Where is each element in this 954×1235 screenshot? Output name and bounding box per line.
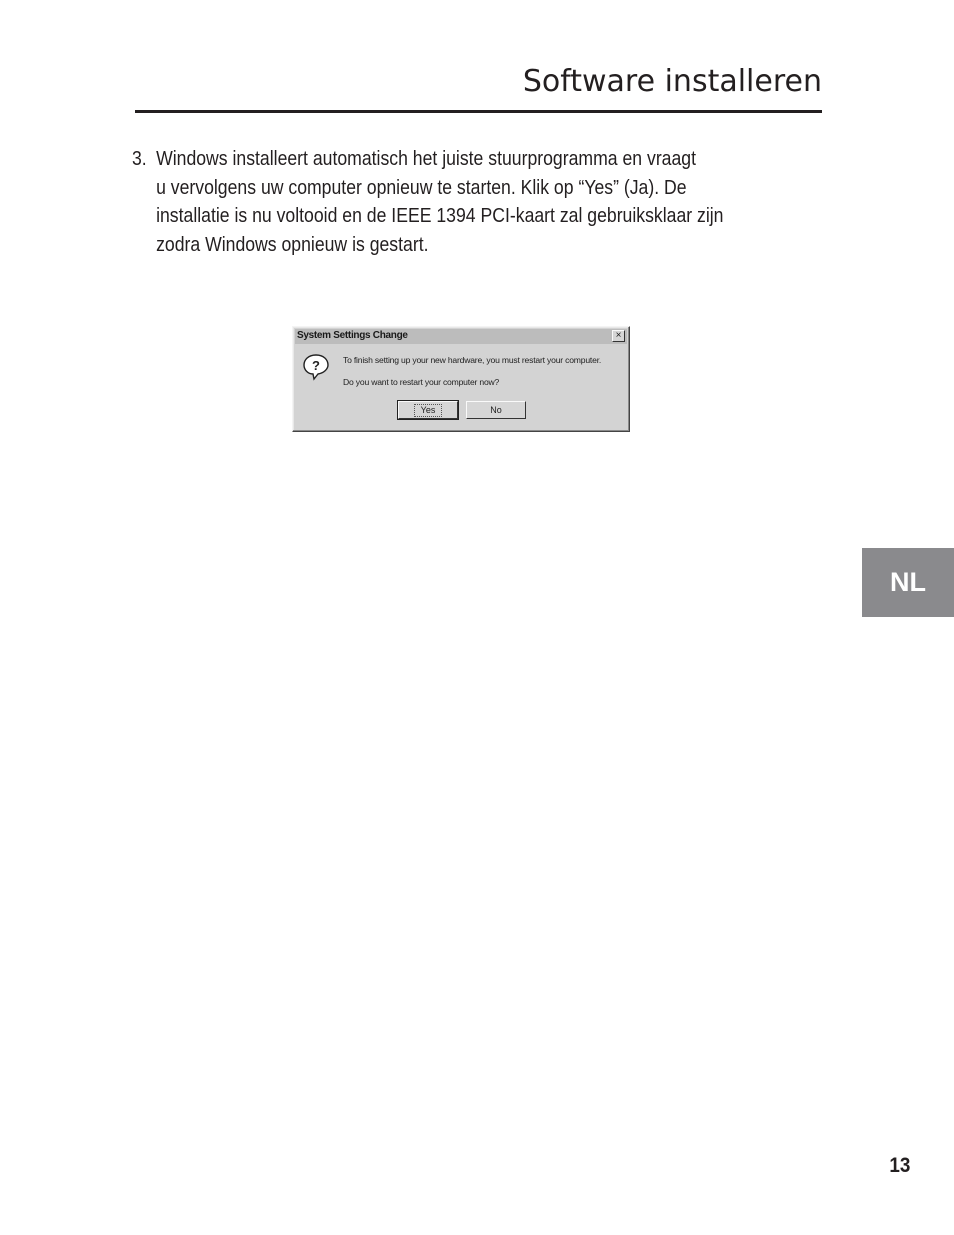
title-rule <box>135 110 822 113</box>
language-tab: NL <box>862 548 954 617</box>
page-title: Software installeren <box>522 64 822 99</box>
yes-button[interactable] <box>398 401 458 419</box>
step-line: installatie is nu voltooid en de IEEE 1394 PCI-kaart zal gebruiksklaar zijn <box>156 204 724 227</box>
dialog-question: Do you want to restart your computer now? <box>343 377 500 387</box>
dialog-message: To finish setting up your new hardware, you must restart your computer. <box>343 355 602 365</box>
dialog-titlebar[interactable] <box>295 329 627 344</box>
step-line: u vervolgens uw computer opnieuw te starten. Klik op “Yes” (Ja). De <box>156 175 687 199</box>
step-3 <box>132 145 725 259</box>
dialog-title: System Settings Change <box>297 330 408 341</box>
svg-text:?: ? <box>312 358 320 373</box>
page-number: 13 <box>888 1154 910 1177</box>
step-line: Windows installeert automatisch het juiste stuurprogramma en vraagt <box>156 147 696 170</box>
system-settings-change-dialog <box>292 326 630 432</box>
question-balloon-icon <box>302 353 330 381</box>
step-number: 3. <box>132 147 147 170</box>
no-button[interactable]: No <box>466 401 526 419</box>
step-line: zodra Windows opnieuw is gestart. <box>156 232 429 256</box>
step-text <box>156 145 827 259</box>
close-icon[interactable]: × <box>612 330 625 342</box>
yes-button-label: Yes <box>414 404 443 417</box>
